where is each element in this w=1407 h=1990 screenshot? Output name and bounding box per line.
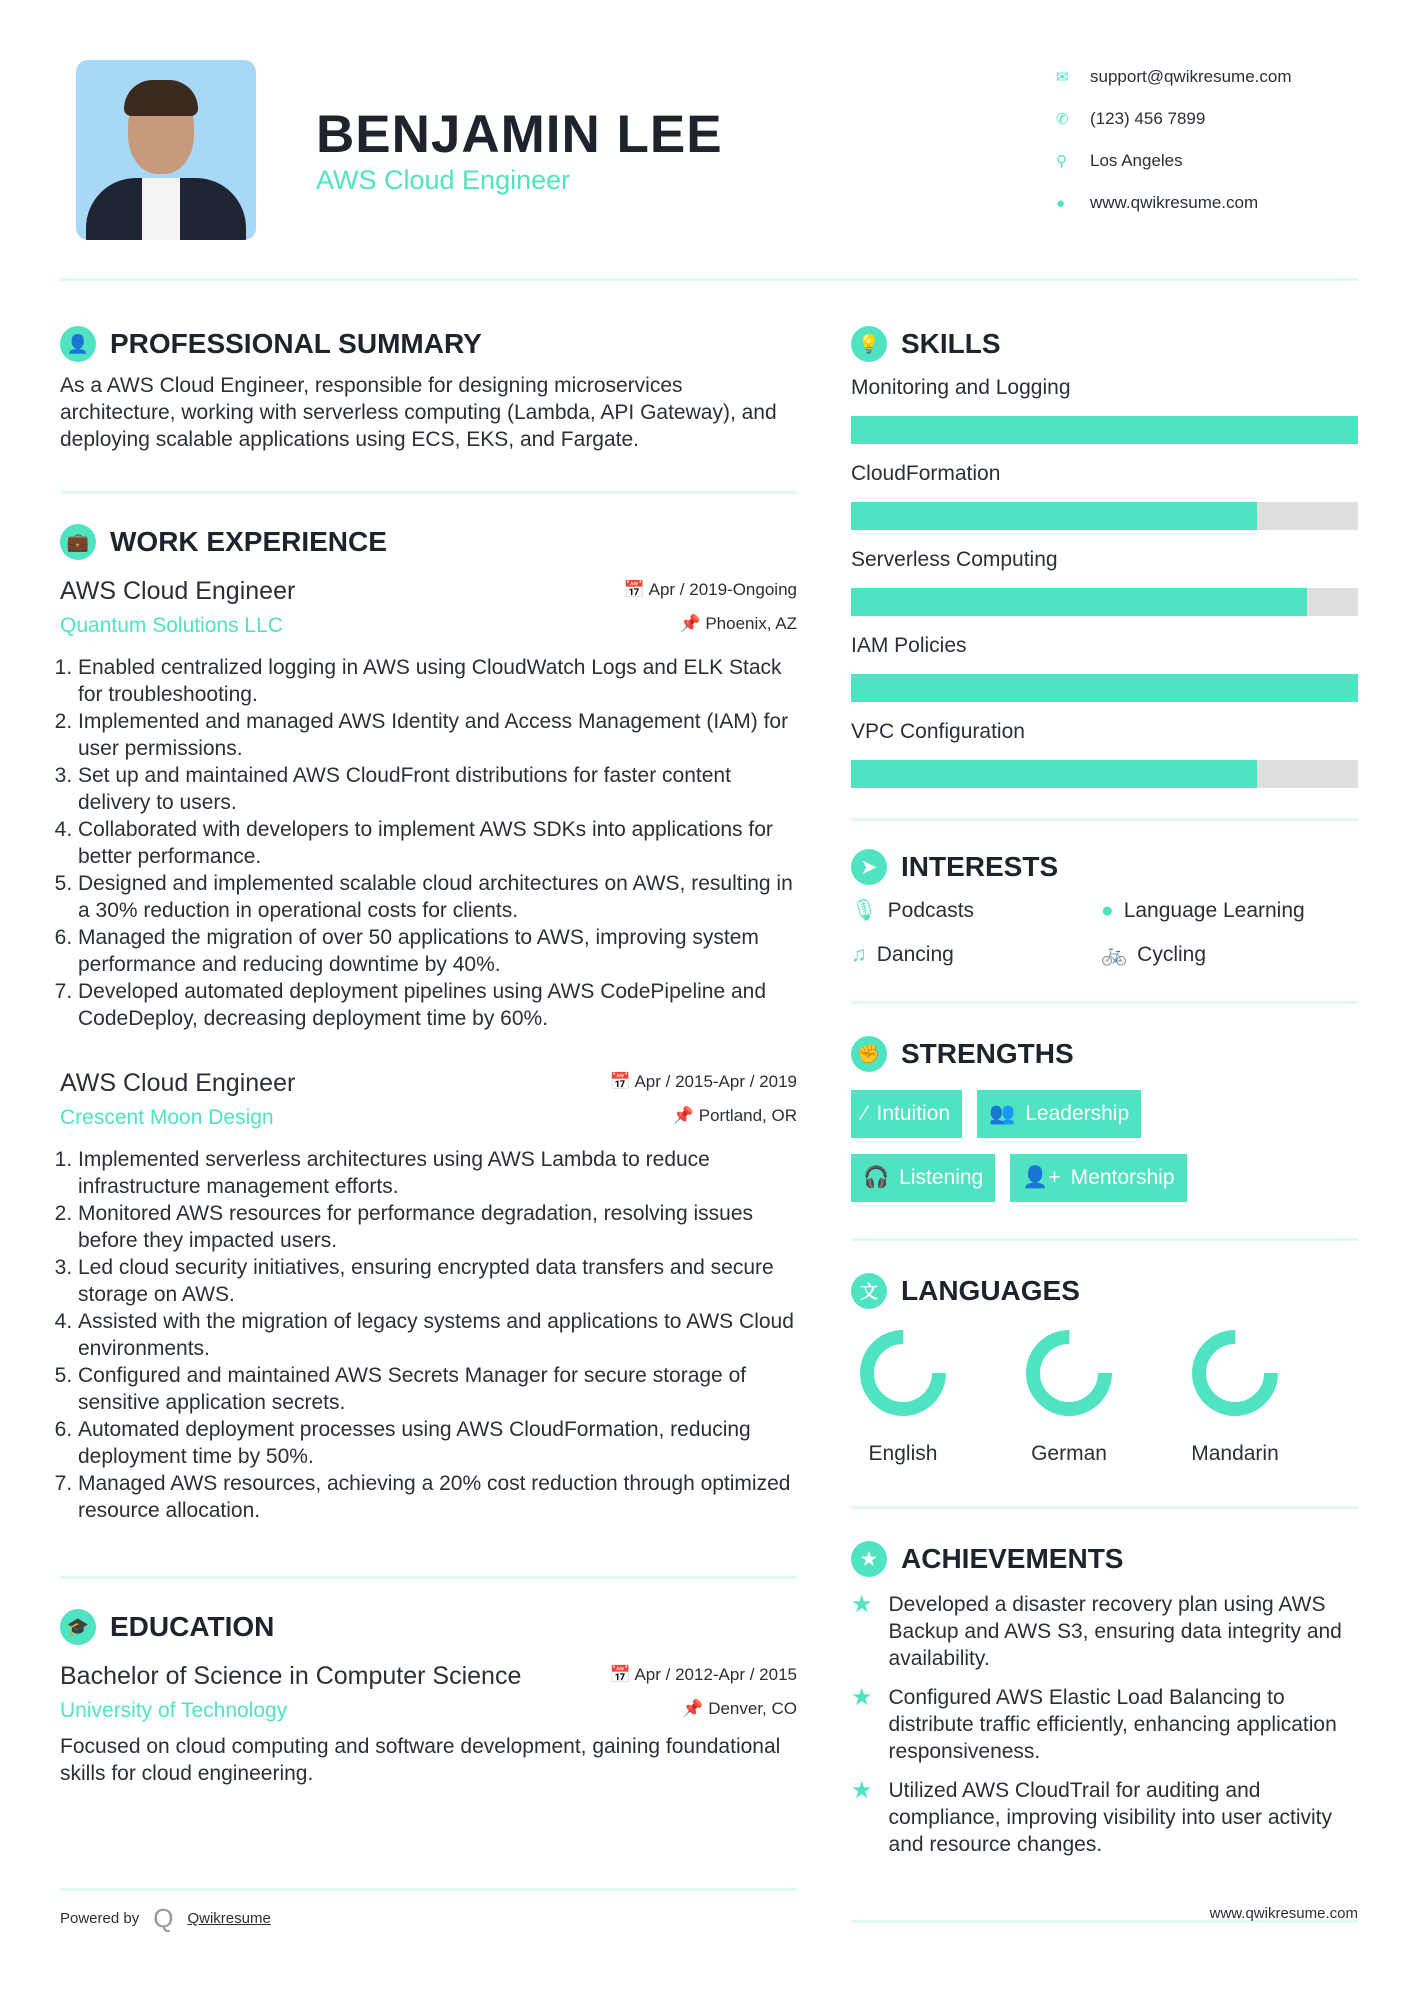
- divider: [851, 1238, 1358, 1241]
- skill-bar: [851, 502, 1358, 530]
- fist-icon: ✊: [851, 1036, 887, 1072]
- star-badge-icon: ★: [851, 1541, 887, 1577]
- star-icon: ★: [851, 1777, 873, 1804]
- profile-photo: [76, 60, 256, 240]
- language-item: [1191, 1329, 1279, 1466]
- section-title: LANGUAGES: [901, 1275, 1080, 1306]
- contact-info: [1056, 56, 1292, 224]
- list-item: 4. Collaborated with developers to implement AWS SDKs into applications for better performance.: [78, 816, 797, 870]
- star-icon: ★: [851, 1591, 873, 1618]
- edu-location: 📌 Denver, CO: [682, 1699, 797, 1718]
- microphone-icon: 🎙: [851, 899, 878, 922]
- music-icon: ♫: [851, 943, 867, 966]
- skill-name: Serverless Computing: [851, 548, 1058, 571]
- user-icon: 👤: [60, 326, 96, 362]
- divider: [60, 491, 797, 494]
- globe-icon: ●: [1056, 194, 1066, 212]
- interest-item: 🚲 Cycling: [1101, 943, 1207, 966]
- interest-item: 🎙 Podcasts: [851, 899, 975, 922]
- candidate-role: AWS Cloud Engineer: [316, 165, 571, 195]
- skill-bar-fill: [851, 674, 1358, 702]
- footer-website[interactable]: www.qwikresume.com: [1209, 1905, 1358, 1922]
- right-column: [851, 324, 1358, 1858]
- education-text: Focused on cloud computing and software development, gaining foundational skills for cloud engineering.: [60, 1735, 781, 1785]
- users-icon: 👥: [989, 1102, 1016, 1125]
- section-title: PROFESSIONAL SUMMARY: [110, 328, 482, 359]
- section-languages: [851, 1271, 1358, 1311]
- language-name: English: [868, 1442, 938, 1465]
- section-interests: [851, 847, 1358, 887]
- list-item: 3. Led cloud security initiatives, ensuring encrypted data transfers and secure storage on AWS.: [78, 1254, 797, 1308]
- company: Quantum Solutions LLC: [60, 614, 283, 637]
- job-entry: [60, 574, 797, 1032]
- language-icon: 文: [851, 1273, 887, 1309]
- section-strengths: [851, 1034, 1358, 1074]
- job-title: AWS Cloud Engineer: [60, 1069, 296, 1097]
- languages-list: [851, 1329, 1358, 1466]
- list-item: 2. Implemented and managed AWS Identity and Access Management (IAM) for user permissions.: [78, 708, 797, 762]
- skill-bar-fill: [851, 502, 1257, 530]
- strengths-list: [851, 1090, 1271, 1202]
- skill-bar-fill: [851, 588, 1307, 616]
- divider: [60, 1888, 797, 1891]
- briefcase-icon: 💼: [60, 524, 96, 560]
- headphones-icon: 🎧: [863, 1166, 890, 1189]
- language-ring: [1025, 1329, 1113, 1417]
- lightbulb-icon: 💡: [851, 326, 887, 362]
- skill-name: Monitoring and Logging: [851, 376, 1071, 399]
- achievement-text: Configured AWS Elastic Load Balancing to distribute traffic efficiently, enhancing application responsiveness.: [888, 1686, 1337, 1763]
- section-achievements: [851, 1539, 1358, 1579]
- bicycle-icon: 🚲: [1101, 943, 1128, 966]
- skill-bar-fill: [851, 760, 1257, 788]
- achievement-text: Developed a disaster recovery plan using AWS Backup and AWS S3, ensuring data integrity and availability.: [888, 1593, 1342, 1670]
- list-item: 5. Configured and maintained AWS Secrets Manager for secure storage of sensitive application secrets.: [78, 1362, 797, 1416]
- graduation-icon: 🎓: [60, 1609, 96, 1645]
- language-name: German: [1031, 1442, 1107, 1465]
- job-entry: [60, 1066, 797, 1524]
- section-work: [60, 522, 797, 562]
- candidate-name: BENJAMIN LEE: [316, 105, 723, 164]
- language-ring: [1191, 1329, 1279, 1417]
- phone: (123) 456 7899: [1090, 109, 1206, 128]
- list-item: 1. Enabled centralized logging in AWS using CloudWatch Logs and ELK Stack for troubleshooting.: [78, 654, 797, 708]
- left-column: [60, 324, 797, 1787]
- company: Crescent Moon Design: [60, 1106, 274, 1129]
- divider: [851, 1001, 1358, 1004]
- job-title: AWS Cloud Engineer: [60, 577, 296, 605]
- brand-link[interactable]: Qwikresume: [187, 1910, 271, 1927]
- skill-bar: [851, 588, 1358, 616]
- job-duties: [60, 1146, 797, 1524]
- email-icon: ✉: [1056, 69, 1069, 86]
- location-icon: ⚲: [1056, 153, 1067, 170]
- section-title: STRENGTHS: [901, 1038, 1074, 1069]
- section-skills: [851, 324, 1358, 364]
- skill-bar: [851, 416, 1358, 444]
- language-ring: [859, 1329, 947, 1417]
- edu-date: 📅 Apr / 2012-Apr / 2015: [609, 1665, 797, 1684]
- phone-icon: ✆: [1056, 111, 1069, 128]
- divider: [851, 1506, 1358, 1509]
- section-education: [60, 1607, 797, 1647]
- summary-text: As a AWS Cloud Engineer, responsible for designing microservices architecture, working with serverless computing (Lambda, API Gateway), and deploying scalable applications using ECS, EKS, and Fargate.: [60, 374, 777, 451]
- divider: [60, 1576, 797, 1579]
- star-icon: ★: [851, 1684, 873, 1711]
- list-item: 6. Managed the migration of over 50 applications to AWS, improving system performance and reducing downtime by 40%.: [78, 924, 797, 978]
- globe-icon: ●: [1101, 899, 1114, 922]
- language-item: [1025, 1329, 1113, 1466]
- interest-item: ● Language Learning: [1101, 899, 1305, 922]
- divider: [851, 818, 1358, 821]
- section-summary: [60, 324, 797, 364]
- powered-label: Powered by: [60, 1910, 140, 1927]
- strength-tag: 🎧 Listening: [851, 1154, 995, 1202]
- skill-bar: [851, 674, 1358, 702]
- language-name: Mandarin: [1191, 1442, 1279, 1465]
- section-title: SKILLS: [901, 328, 1001, 359]
- list-item: 6. Automated deployment processes using AWS CloudFormation, reducing deployment time by 50%.: [78, 1416, 797, 1470]
- user-plus-icon: 👤+: [1022, 1166, 1061, 1189]
- list-item: 4. Assisted with the migration of legacy systems and applications to AWS Cloud environments.: [78, 1308, 797, 1362]
- achievement-item: [851, 1684, 1358, 1765]
- job-date: 📅 Apr / 2019-Ongoing: [623, 580, 797, 599]
- list-item: 7. Developed automated deployment pipelines using AWS CodePipeline and CodeDeploy, decreasing deployment time by 60%.: [78, 978, 797, 1032]
- website[interactable]: www.qwikresume.com: [1090, 193, 1259, 212]
- education-entry: [60, 1659, 797, 1787]
- magic-wand-icon: ⁄: [863, 1102, 867, 1125]
- degree: Bachelor of Science in Computer Science: [60, 1662, 522, 1690]
- interests-list: [851, 899, 1358, 967]
- list-item: 7. Managed AWS resources, achieving a 20% cost reduction through optimized resource allocation.: [78, 1470, 797, 1524]
- list-item: 1. Implemented serverless architectures using AWS Lambda to reduce infrastructure management efforts.: [78, 1146, 797, 1200]
- powered-by: [60, 1903, 271, 1934]
- skill-name: CloudFormation: [851, 462, 1001, 485]
- job-duties: [60, 654, 797, 1032]
- qwikresume-logo-icon: Q: [153, 1903, 174, 1933]
- strength-tag: 👥 Leadership: [977, 1090, 1141, 1138]
- school: University of Technology: [60, 1699, 288, 1722]
- divider: [60, 278, 1358, 281]
- language-item: [859, 1329, 947, 1466]
- strength-tag: ⁄ Intuition: [851, 1090, 962, 1138]
- job-location: 📌 Phoenix, AZ: [679, 614, 797, 633]
- list-item: 2. Monitored AWS resources for performance degradation, resolving issues before they impacted users.: [78, 1200, 797, 1254]
- list-item: 3. Set up and maintained AWS CloudFront distributions for faster content delivery to users.: [78, 762, 797, 816]
- section-title: EDUCATION: [110, 1611, 275, 1642]
- achievement-item: [851, 1777, 1358, 1858]
- section-title: WORK EXPERIENCE: [110, 526, 387, 557]
- achievement-item: [851, 1591, 1358, 1672]
- interest-item: ♫ Dancing: [851, 943, 954, 966]
- achievement-text: Utilized AWS CloudTrail for auditing and compliance, improving visibility into user activity and resource changes.: [888, 1779, 1333, 1856]
- skill-name: IAM Policies: [851, 634, 967, 657]
- location: Los Angeles: [1090, 151, 1183, 170]
- paper-plane-icon: ➤: [851, 849, 887, 885]
- email[interactable]: support@qwikresume.com: [1090, 67, 1292, 86]
- section-title: INTERESTS: [901, 851, 1059, 882]
- strength-tag: 👤+ Mentorship: [1010, 1154, 1186, 1202]
- job-location: 📌 Portland, OR: [672, 1106, 797, 1125]
- skill-bar: [851, 760, 1358, 788]
- list-item: 5. Designed and implemented scalable cloud architectures on AWS, resulting in a 30% reduction in operational costs for clients.: [78, 870, 797, 924]
- section-title: ACHIEVEMENTS: [901, 1543, 1124, 1574]
- job-date: 📅 Apr / 2015-Apr / 2019: [609, 1072, 797, 1091]
- skill-bar-fill: [851, 416, 1358, 444]
- skill-name: VPC Configuration: [851, 720, 1025, 743]
